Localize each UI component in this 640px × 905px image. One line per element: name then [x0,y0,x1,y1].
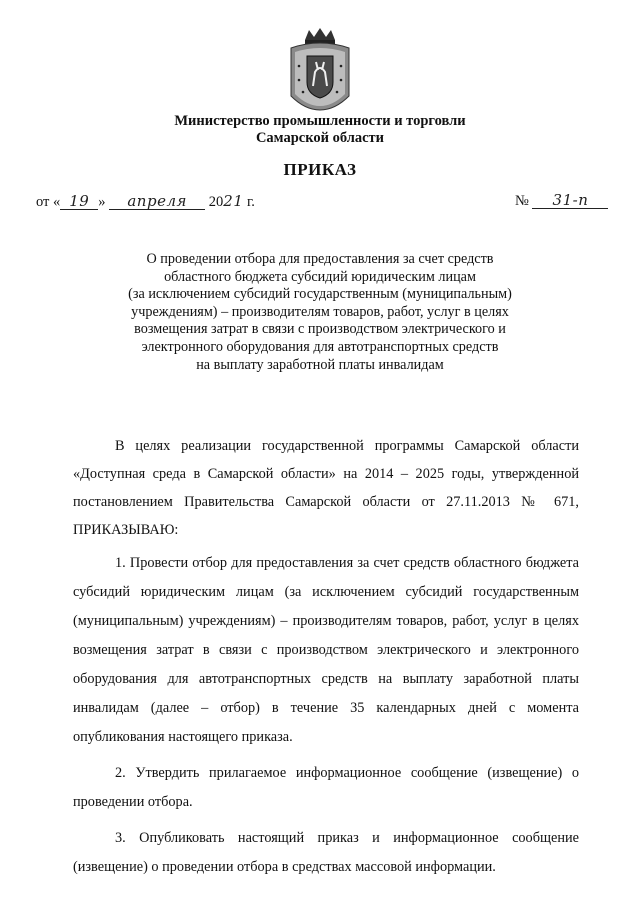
date-prefix: от « [36,194,61,210]
date-year-suffix: 21 [223,192,244,210]
order-title: ПРИКАЗ [283,160,357,179]
order-body [73,432,579,889]
subject-line: возмещения затрат в связи с производством электрического и [134,321,506,338]
number-value: 31-п [532,192,608,209]
date-year-prefix: 20 [208,194,224,210]
subject-line: О проведении отбора для предоставления за счет средств [146,251,494,267]
date-month: апреля [109,193,205,210]
order-item-1: 1. Провести отбор для предоставления за счет средств областного бюджета субсидий юридическим лицам (за исключением субсидий государственным (муниципальным) учреждениям) – производителям товаров, работ, услуг в целях возмещения затрат в связи с производством электрического и электронного оборудования для автотранспортных средств на выплату заработной платы инвалидам (далее – отбор) в течение 35 календарных дней с момента опубликования настоящего приказа. [73,555,579,745]
ministry-name [0,113,640,147]
order-subject [80,251,560,374]
subject-line: (за исключением субсидий государственным (муниципальным) [128,286,512,303]
subject-line: электронного оборудования для автотранспортных средств [141,338,499,355]
order-item-2: 2. Утвердить прилагаемое информационное сообщение (извещение) о проведении отбора. [73,765,579,810]
number-label: № [515,193,529,209]
order-date [36,192,255,216]
order-number [515,192,608,216]
order-item-3: 3. Опубликовать настоящий приказ и информационное сообщение (извещение) о проведении отбора в средствах массовой информации. [73,830,579,875]
subject-line: областного бюджета субсидий юридическим лицам [164,268,476,285]
ministry-line-1: Министерство промышленности и торговли [174,113,466,129]
subject-line: учреждениям) – производителям товаров, работ, услуг в целях [131,303,509,320]
subject-line: на выплату заработной платы инвалидам [196,356,444,373]
coat-of-arms-emblem [285,26,355,112]
ministry-line-2: Самарской области [255,130,385,146]
intro-paragraph: В целях реализации государственной программы Самарской области «Доступная среда в Самарской области» на 2014 – 2025 годы, утвержденной постановлением Правительства Самарской области от 27.11.2013 № 671, ПРИКАЗЫВАЮ: [73,438,579,538]
date-sep: » [98,194,106,210]
date-day: 19 [60,193,98,210]
date-suffix: г. [247,194,255,210]
